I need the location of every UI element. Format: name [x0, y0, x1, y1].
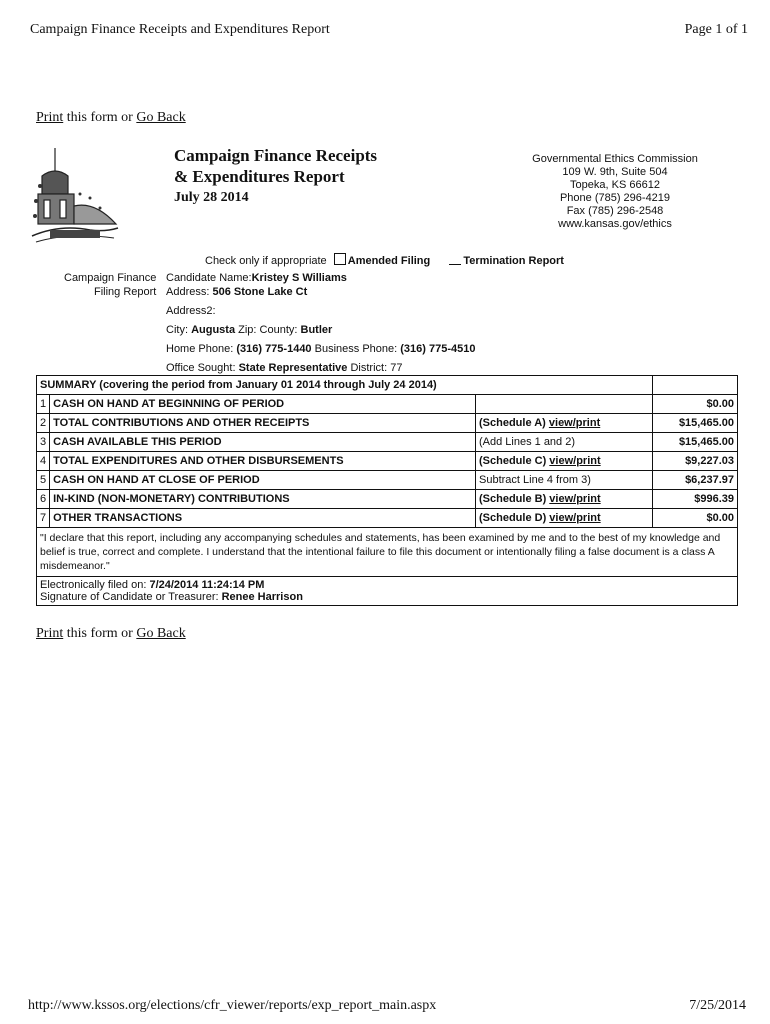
print-footer-url: http://www.kssos.org/elections/cfr_viewer/reports/exp_report_main.aspx — [28, 998, 437, 1013]
summary-heading-blank — [653, 376, 738, 395]
line-label: TOTAL EXPENDITURES AND OTHER DISBURSEMENTS — [50, 452, 476, 471]
commission-street: 109 W. 9th, Suite 504 — [562, 166, 668, 178]
schedule-cell — [476, 471, 653, 490]
summary-row — [37, 452, 738, 471]
summary-row — [37, 490, 738, 509]
go-back-link[interactable]: Go Back — [136, 110, 186, 125]
filing-report-label — [64, 271, 156, 299]
candidate-city: Augusta — [191, 324, 236, 336]
filing-info — [37, 577, 738, 606]
address2-label: Address2: — [166, 305, 216, 317]
summary-row — [37, 509, 738, 528]
view-print-link[interactable]: view/print — [548, 417, 601, 429]
candidate-info — [166, 271, 475, 378]
line-number: 5 — [37, 471, 50, 490]
signature: Renee Harrison — [221, 591, 303, 603]
print-link[interactable]: Print — [36, 110, 64, 125]
line-number: 6 — [37, 490, 50, 509]
commission-fax: Fax (785) 296-2548 — [566, 205, 664, 217]
address2-row — [166, 302, 475, 321]
nav-text: this form or — [63, 110, 137, 125]
commission-city: Topeka, KS 66612 — [570, 179, 660, 191]
declaration-row — [37, 528, 738, 577]
candidate-address: 506 Stone Lake Ct — [212, 286, 308, 298]
business-phone-label: Business Phone: — [314, 343, 398, 355]
nav-links-top — [36, 110, 186, 126]
commission-web: www.kansas.gov/ethics — [558, 218, 672, 230]
city-label: City: — [166, 324, 188, 336]
line-amount: $996.39 — [653, 490, 738, 509]
schedule-text: (Schedule D) — [479, 512, 550, 524]
filing-label-line2: Filing Report — [93, 286, 157, 298]
office-sought: State Representative — [238, 362, 348, 374]
termination-checkbox[interactable] — [449, 254, 461, 265]
filing-label-line1: Campaign Finance — [64, 272, 157, 284]
schedule-cell — [476, 395, 653, 414]
business-phone: (316) 775-4510 — [400, 343, 476, 355]
schedule-text: (Schedule A) — [479, 417, 549, 429]
amended-label: Amended Filing — [347, 255, 431, 267]
view-print-link[interactable]: view/print — [549, 512, 601, 524]
schedule-text: (Schedule C) — [479, 455, 550, 467]
print-link[interactable]: Print — [36, 626, 64, 641]
schedule-cell — [476, 433, 653, 452]
report-date: July 28 2014 — [174, 190, 249, 205]
district-label: District: — [350, 362, 388, 374]
candidate-county: Butler — [300, 324, 333, 336]
line-amount: $9,227.03 — [653, 452, 738, 471]
report-title-line2: & Expenditures Report — [174, 167, 345, 186]
summary-row — [37, 414, 738, 433]
summary-row — [37, 395, 738, 414]
schedule-cell — [476, 414, 653, 433]
line-amount: $15,465.00 — [653, 433, 738, 452]
nav-links-bottom — [36, 626, 186, 642]
district: 77 — [390, 362, 403, 374]
schedule-cell — [476, 490, 653, 509]
line-amount: $15,465.00 — [653, 414, 738, 433]
amended-checkbox[interactable] — [334, 253, 346, 265]
summary-heading: SUMMARY (covering the period from January 01 2014 through July 24 2014) — [37, 376, 653, 395]
line-label: TOTAL CONTRIBUTIONS AND OTHER RECEIPTS — [50, 414, 476, 433]
check-label: Check only if appropriate — [205, 255, 327, 267]
address-label: Address: — [166, 286, 210, 298]
report-title-block — [174, 145, 377, 208]
line-amount: $6,237.97 — [653, 471, 738, 490]
line-number: 1 — [37, 395, 50, 414]
commission-name: Governmental Ethics Commission — [532, 153, 698, 165]
name-label: Candidate Name: — [166, 272, 252, 284]
address-row — [166, 283, 475, 302]
office-label: Office Sought: — [166, 362, 236, 374]
line-number: 7 — [37, 509, 50, 528]
schedule-cell — [476, 509, 653, 528]
go-back-link[interactable]: Go Back — [136, 626, 186, 641]
line-label: CASH ON HAND AT CLOSE OF PERIOD — [50, 471, 476, 490]
line-label: CASH AVAILABLE THIS PERIOD — [50, 433, 476, 452]
summary-row — [37, 433, 738, 452]
line-number: 2 — [37, 414, 50, 433]
commission-phone: Phone (785) 296-4219 — [559, 192, 671, 204]
kansas-seal-icon — [30, 146, 120, 246]
schedule-text: Subtract Line 4 from 3) — [479, 474, 591, 486]
check-options — [205, 253, 564, 267]
view-print-link[interactable]: view/print — [549, 493, 601, 505]
line-number: 3 — [37, 433, 50, 452]
filing-info-row — [37, 577, 738, 606]
county-label: County: — [259, 324, 298, 336]
nav-text: this form or — [63, 626, 137, 641]
commission-address — [520, 153, 710, 231]
line-label: IN-KIND (NON-MONETARY) CONTRIBUTIONS — [50, 490, 476, 509]
print-footer-date: 7/25/2014 — [689, 998, 746, 1013]
line-amount: $0.00 — [653, 395, 738, 414]
termination-label: Termination Report — [463, 255, 564, 267]
city-row — [166, 321, 475, 340]
schedule-text: (Schedule B) — [479, 493, 550, 505]
home-phone: (316) 775-1440 — [236, 343, 312, 355]
candidate-name: Kristey S Williams — [251, 272, 347, 284]
declaration-text: "I declare that this report, including any accompanying schedules and statements, has been examined by me and to the best of my knowledge and belief is true, correct and complete. I understand that the intentional failure to file this document or intentionally filing a false document is a class A misdemeanor." — [37, 528, 738, 577]
signature-label: Signature of Candidate or Treasurer: — [40, 591, 222, 603]
line-number: 4 — [37, 452, 50, 471]
filed-label: Electronically filed on: — [40, 579, 150, 591]
zip-label: Zip: — [238, 324, 257, 336]
summary-heading-row — [37, 376, 738, 395]
home-phone-label: Home Phone: — [166, 343, 234, 355]
line-label: CASH ON HAND AT BEGINNING OF PERIOD — [50, 395, 476, 414]
summary-row — [37, 471, 738, 490]
summary-table — [36, 375, 738, 606]
print-header-page: Page 1 of 1 — [684, 22, 748, 37]
phone-row — [166, 340, 475, 359]
view-print-link[interactable]: view/print — [549, 455, 601, 467]
report-title-line1: Campaign Finance Receipts — [174, 146, 378, 165]
line-label: OTHER TRANSACTIONS — [50, 509, 476, 528]
print-header-title: Campaign Finance Receipts and Expenditures Report — [30, 22, 330, 37]
schedule-cell — [476, 452, 653, 471]
filed-date: 7/24/2014 11:24:14 PM — [149, 579, 265, 591]
schedule-text: (Add Lines 1 and 2) — [479, 436, 576, 448]
line-amount: $0.00 — [653, 509, 738, 528]
